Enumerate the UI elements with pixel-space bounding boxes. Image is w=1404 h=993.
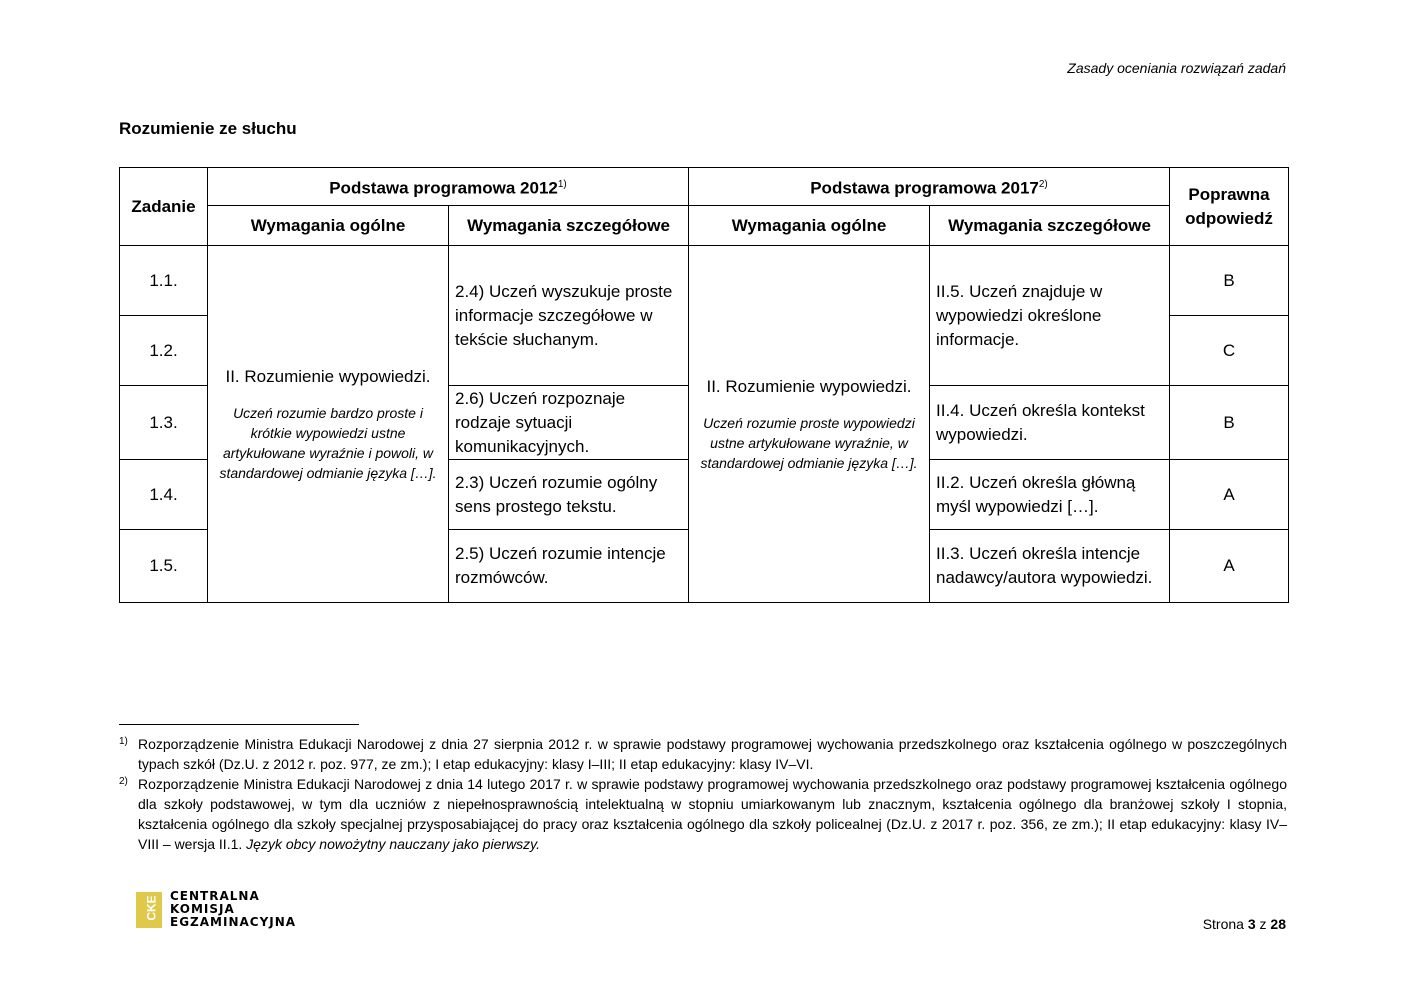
general-2017-title: II. Rozumienie wypowiedzi. [706,377,912,396]
detailed-requirement-2017: II.5. Uczeń znajduje w wypowiedzi określone informacje. [930,246,1170,386]
correct-answer: C [1170,316,1289,386]
correct-answer: B [1170,386,1289,460]
detailed-requirement-2017: II.2. Uczeń określa główną myśl wypowiedzi […]. [930,460,1170,530]
correct-answer: A [1170,460,1289,530]
general-2017-description: Uczeń rozumie proste wypowiedzi ustne artykułowane wyraźnie, w standardowej odmianie języka […]. [700,415,918,471]
correct-answer: B [1170,246,1289,316]
header-detailed-2017: Wymagania szczegółowe [930,206,1170,246]
detailed-requirement-2012: 2.5) Uczeń rozumie intencje rozmówców. [449,530,689,603]
task-number: 1.1. [120,246,208,316]
detailed-requirement-2012: 2.6) Uczeń rozpoznaje rodzaje sytuacji komunikacyjnych. [449,386,689,460]
footnote-text: Rozporządzenie Ministra Edukacji Narodowej z dnia 14 lutego 2017 r. w sprawie podstawy programowej wychowania przedszkolnego oraz podstawy programowej kształcenia ogólnego dla szkoły podstawowej, w tym dla uczniów z niepełnosprawnością intelektualną w stopniu umiarkowanym lub znacznym, kształcenia ogólnego dla branżowej szkoły I stopnia, kształcenia ogólnego dla szkoły specjalnej przysposabiającej do pracy oraz kształcenia ogólnego dla szkoły policealnej (Dz.U. z 2017 r. poz. 356, ze zm.); II etap edukacyjny: klasy IV–VIII – wersja II.1. [138,776,1287,852]
task-number: 1.5. [120,530,208,603]
general-2012-title: II. Rozumienie wypowiedzi. [225,367,431,386]
general-requirement-2012 [208,246,449,603]
page-number: Strona 3 z 28 [1202,916,1286,932]
header-general-2017: Wymagania ogólne [689,206,930,246]
footnotes [119,734,1287,854]
task-number: 1.2. [120,316,208,386]
footnote-2 [119,774,1287,854]
footnote-text: Rozporządzenie Ministra Edukacji Narodowej z dnia 27 sierpnia 2012 r. w sprawie podstawy programowej wychowania przedszkolnego oraz kształcenia ogólnego w poszczególnych typach szkół (Dz.U. z 2012 r. poz. 977, ze zm.); I etap edukacyjny: klasy I–III; II etap edukacyjny: klasy IV–VI. [138,736,1287,772]
section-title: Rozumienie ze słuchu [119,119,297,138]
logo-wordmark: CENTRALNA KOMISJA EGZAMINACYJNA [170,889,297,929]
footnote-divider [119,724,359,725]
footnote-italic-text: Język obcy nowożytny nauczany jako pierwszy. [246,836,541,852]
detailed-requirement-2012: 2.3) Uczeń rozumie ogólny sens prostego tekstu. [449,460,689,530]
detailed-requirement-2012: 2.4) Uczeń wyszukuje proste informacje szczegółowe w tekście słuchanym. [449,246,689,386]
header-task: Zadanie [120,168,208,246]
table-row [120,246,1289,316]
detailed-requirement-2017: II.4. Uczeń określa kontekst wypowiedzi. [930,386,1170,460]
footnote-mark: 1) [119,736,128,747]
running-header: Zasady oceniania rozwiązań zadań [1067,60,1286,76]
general-2012-description: Uczeń rozumie bardzo proste i krótkie wypowiedzi ustne artykułowane wyraźnie i powoli, w standardowej odmianie języka […]. [219,405,437,481]
footnote-mark: 2) [119,776,128,787]
footnote-1 [119,734,1287,774]
requirements-table [119,167,1289,603]
correct-answer: A [1170,530,1289,603]
task-number: 1.3. [120,386,208,460]
task-number: 1.4. [120,460,208,530]
header-detailed-2012: Wymagania szczegółowe [449,206,689,246]
header-group-2012: Podstawa programowa 2012$^{1)}$ [208,168,689,206]
detailed-requirement-2017: II.3. Uczeń określa intencje nadawcy/autora wypowiedzi. [930,530,1170,603]
header-answer: Poprawna odpowiedź [1170,168,1289,246]
header-group-2017: Podstawa programowa 2017$^{2)}$ [689,168,1170,206]
logo-mark-icon: CKE [136,892,162,928]
header-general-2012: Wymagania ogólne [208,206,449,246]
general-requirement-2017 [689,246,930,603]
cke-logo [136,890,296,932]
